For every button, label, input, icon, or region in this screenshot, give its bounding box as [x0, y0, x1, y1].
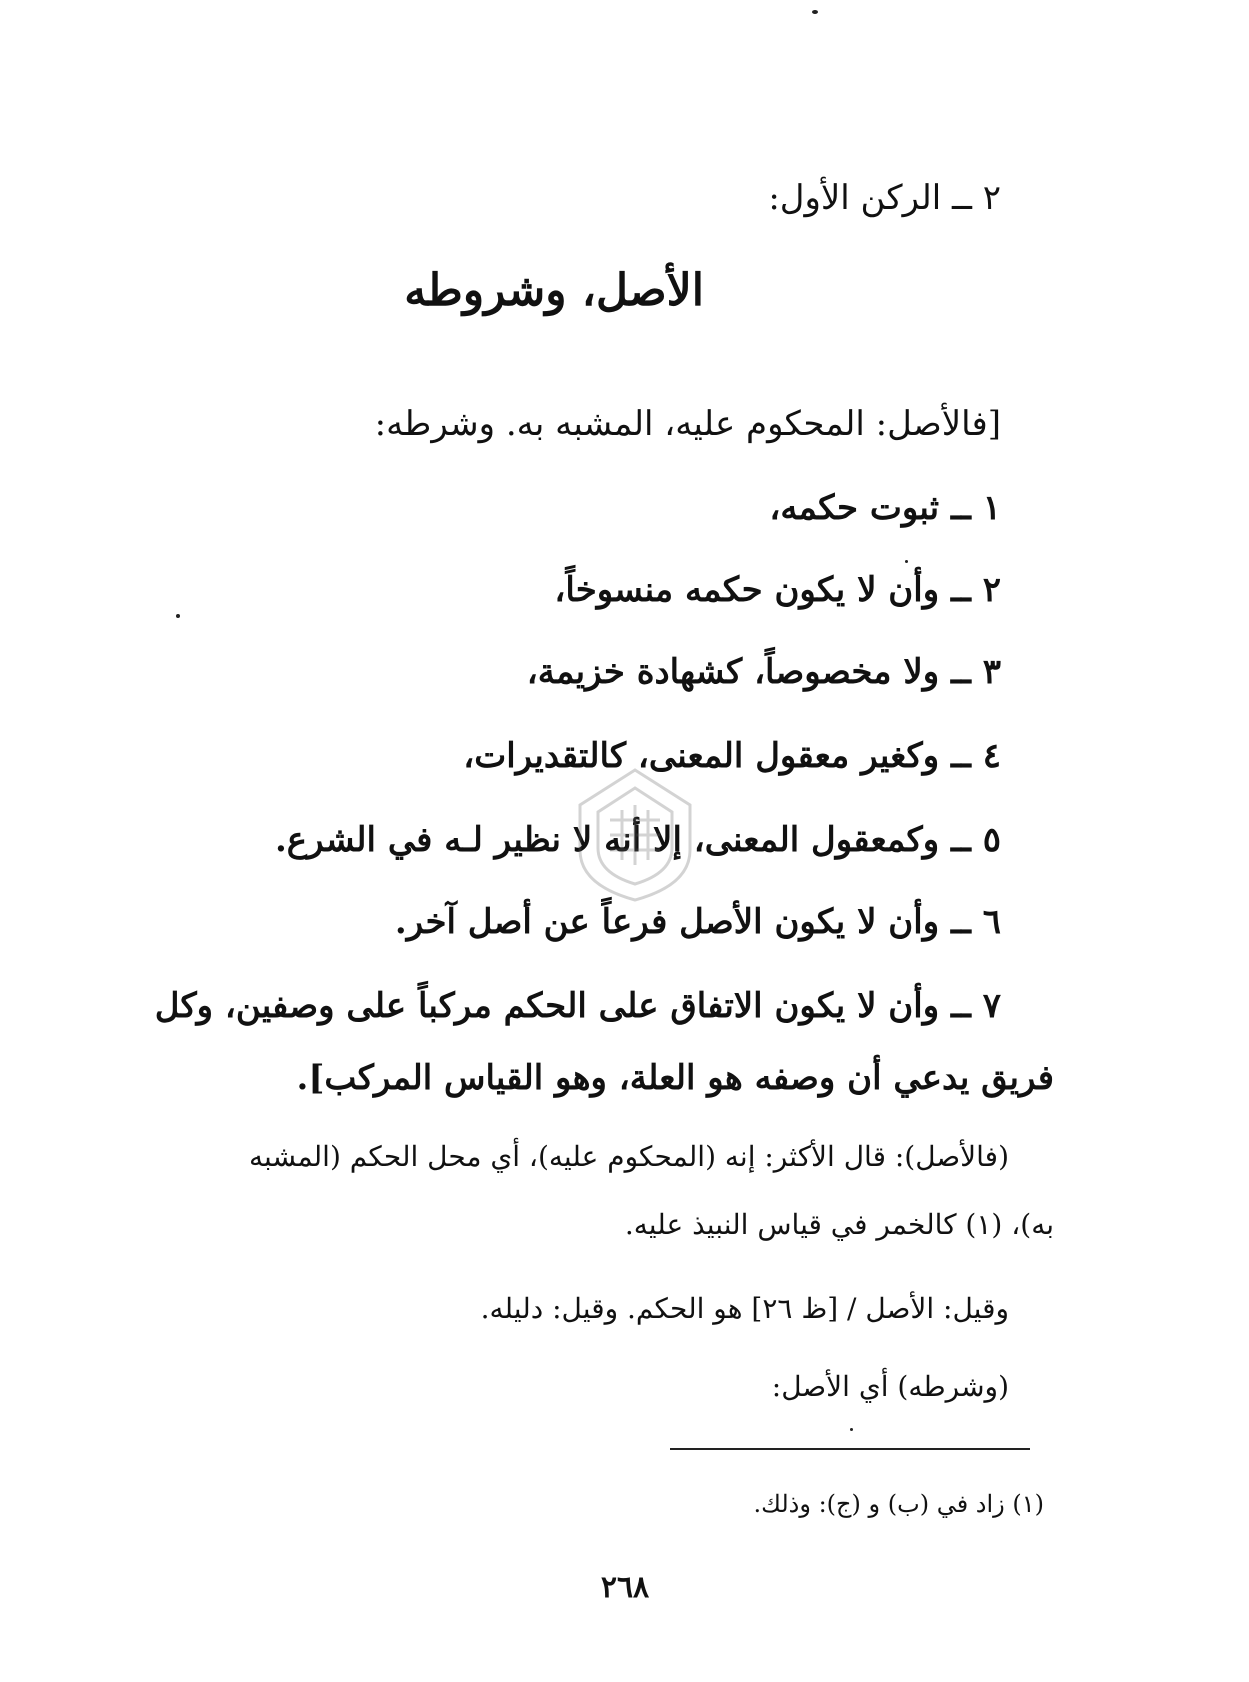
condition-5: ٥ ــ وكمعقول المعنى، إلا أنه لا نظير لـه في الشرع.: [274, 820, 1001, 860]
condition-6: ٦ ــ وأن لا يكون الأصل فرعاً عن أصل آخر.: [394, 902, 1001, 942]
condition-4: ٤ ــ وكغير معقول المعنى، كالتقديرات،: [463, 736, 1001, 776]
condition-7-continued: فريق يدعي أن وصفه هو العلة، وهو القياس المركب].: [296, 1058, 1054, 1098]
scan-speck: [812, 10, 818, 14]
commentary-line: (فالأصل): قال الأكثر: إنه (المحكوم عليه)، أي محل الحكم (المشبه: [249, 1140, 1009, 1173]
footnote-divider: [670, 1448, 1030, 1450]
condition-3: ٣ ــ ولا مخصوصاً، كشهادة خزيمة،: [526, 652, 1001, 692]
commentary-line: (وشرطه) أي الأصل:: [771, 1370, 1009, 1403]
library-seal-icon: [560, 760, 710, 910]
condition-7: ٧ ــ وأن لا يكون الاتفاق على الحكم مركباً على وصفين، وكل: [154, 986, 1001, 1026]
scan-speck: [850, 1428, 853, 1431]
scan-speck: [905, 560, 908, 563]
commentary-line: به)، (١) كالخمر في قياس النبيذ عليه.: [624, 1208, 1054, 1241]
footnote: (١) زاد في (ب) و (ج): وذلك.: [753, 1490, 1044, 1518]
condition-1: ١ ــ ثبوت حكمه،: [769, 488, 1001, 528]
scan-speck: [176, 614, 180, 618]
commentary-line: وقيل: الأصل / [ظ ٢٦] هو الحكم. وقيل: دليله.: [480, 1292, 1009, 1325]
condition-2: ٢ ــ وأن لا يكون حكمه منسوخاً،: [554, 570, 1001, 610]
section-heading: ٢ ــ الركن الأول:: [768, 178, 1001, 218]
matn-intro: [فالأصل: المحكوم عليه، المشبه به. وشرطه:: [374, 404, 1001, 444]
page-number: ٢٦٨: [600, 1570, 650, 1605]
page-title: الأصل، وشروطه: [404, 265, 704, 316]
